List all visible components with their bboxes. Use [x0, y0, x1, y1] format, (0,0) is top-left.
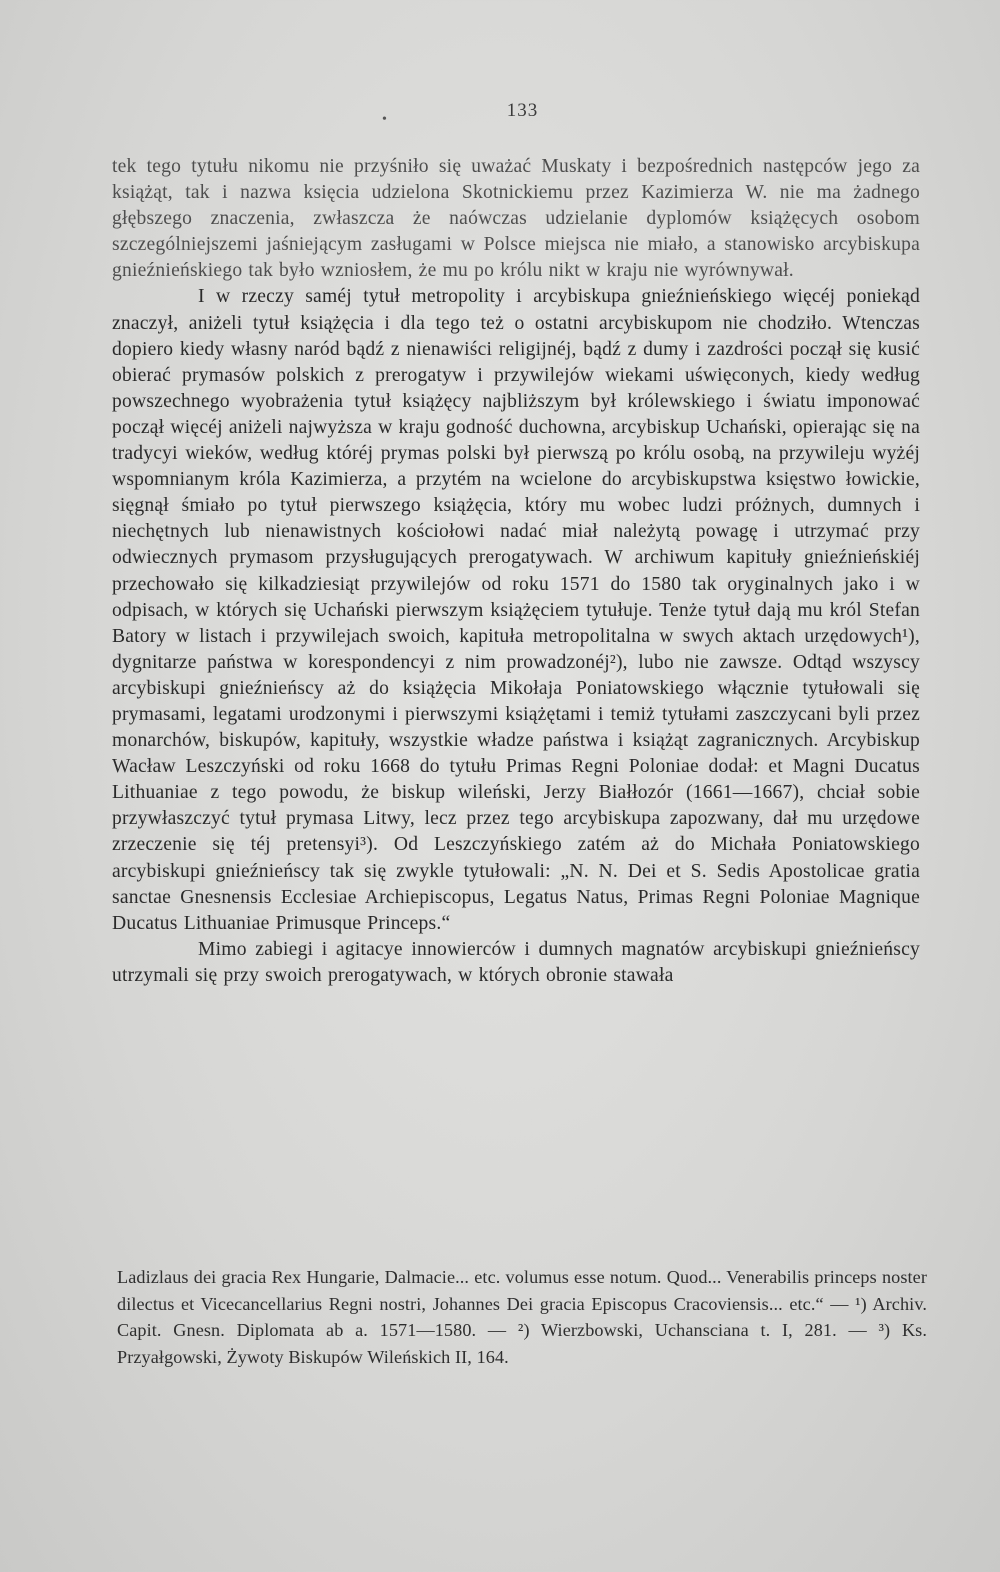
paragraph-title-history: I w rzeczy saméj tytuł metropolity i arcybiskupa gnieźnieńskiego więcéj poniekąd znaczył, aniżeli tytuł książęcia i dla tego też o ostatni arcybiskupom nie chodziło. Wtenczas dopiero kiedy własny naród bądź z nienawiści religijnéj, bądź z dumy i zazdrości począł się kusić obierać prymasów polskich z prerogatyw i przywilejów wiekami uświęconych, kiedy według powszechnego wyobrażenia tytuł książęcy najbliższym był królewskiego i światu imponować począł więcéj aniżeli najwyższa w kraju godność duchowna, arcybiskup Uchański, opierając się na tradycyi wieków, według któréj prymas polski był pierwszą po królu osobą, na przywileju wyżéj wspomnianym króla Kazimierza, a przytém na wcielone do arcybiskupstwa księstwo łowickie, sięgnął śmiało po tytuł pierwszego książęcia, który mu wobec ludzi próżnych, dumnych i niechętnych lub nienawistnych kościołowi nadać miał należytą powagę i utrzymać przy odwiecznych prymasom przysługujących prerogatywach. W archiwum kapituły gnieźnieńskiéj przechowało się kilkadziesiąt przywilejów od roku 1571 do 1580 tak oryginalnych jako i w odpisach, w których się Uchański pierwszym książęciem tytułuje. Tenże tytuł dają mu król Stefan Batory w listach i przywilejach swoich, kapituła metropolitalna w swych aktach urzędowych¹), dygnitarze państwa w korespondencyi z nim prowadzonéj²), lubo nie zawsze. Odtąd wszyscy arcybiskupi gnieźnieńscy aż do książęcia Mikołaja Poniatowskiego włącznie tytułowali się prymasami, legatami urodzonymi i pierwszymi książętami i temiż tytułami zaszczycani byli przez monarchów, biskupów, kapituły, wszystkie władze państwa i książąt zagranicznych. Arcybiskup Wacław Leszczyński od roku 1668 do tytułu Primas Regni Poloniae dodał: et Magni Ducatus Lithuaniae z tego powodu, że biskup wileński, Jerzy Białłozór (1661—1667), chciał sobie przywłaszczyć tytuł prymasa Litwy, lecz przez tego arcybiskupa zapozwany, dał mu urzędowe zrzeczenie się téj pretensyi³). Od Leszczyńskiego zatém aż do Michała Poniatowskiego arcybiskupi gnieźnieńscy tak się zwykle tytułowali: „N. N. Dei et S. Sedis Apostolicae gratia sanctae Gnesnensis Ecclesiae Archiepiscopus, Legatus Natus, Primas Regni Poloniae Magnique Ducatus Lithuaniae Primusque Princeps.“ — [112, 286, 920, 934]
stray-dot-mark: • — [382, 112, 387, 127]
paragraph-agitation: Mimo zabiegi i agitacye innowierców i dumnych magnatów arcybiskupi gnieźnieńscy utrzymali się przy swoich prerogatywach, w których obronie stawała — [112, 938, 920, 986]
main-text-block — [112, 154, 920, 989]
page-number: 133 — [506, 100, 539, 121]
footnotes-text: Ladizlaus dei gracia Rex Hungarie, Dalmacie... etc. volumus esse notum. Quod... Venerabilis princeps noster dilectus et Vicecancellarius Regni nostri, Johannes Dei gracia Episcopus Cracoviensis... etc.“ — ¹) Archiv. Capit. Gnesn. Diplomata ab a. 1571—1580. — ²) Wierzbowski, Uchansciana t. I, 281. — ³) Ks. Przyałgowski, Żywoty Biskupów Wileńskich II, 164. — [117, 1267, 927, 1367]
paragraph-continuation: tek tego tytułu nikomu nie przyśniło się uważać Muskaty i bezpośrednich następców jego za książąt, tak i nazwa księcia udzielona Skotnickiemu przez Kazimierza W. nie ma żadnego głębszego znaczenia, zwłaszcza że naówczas udzielanie dyplomów książęcych osobom szczególniejszemi jaśniejącym zasługami w Polsce miejsca nie miało, a stanowisko arcybiskupa gnieźnieńskiego tak było wzniosłem, że mu po królu nikt w kraju nie wyrównywał. — [112, 156, 920, 282]
footnotes-block — [117, 1264, 927, 1370]
